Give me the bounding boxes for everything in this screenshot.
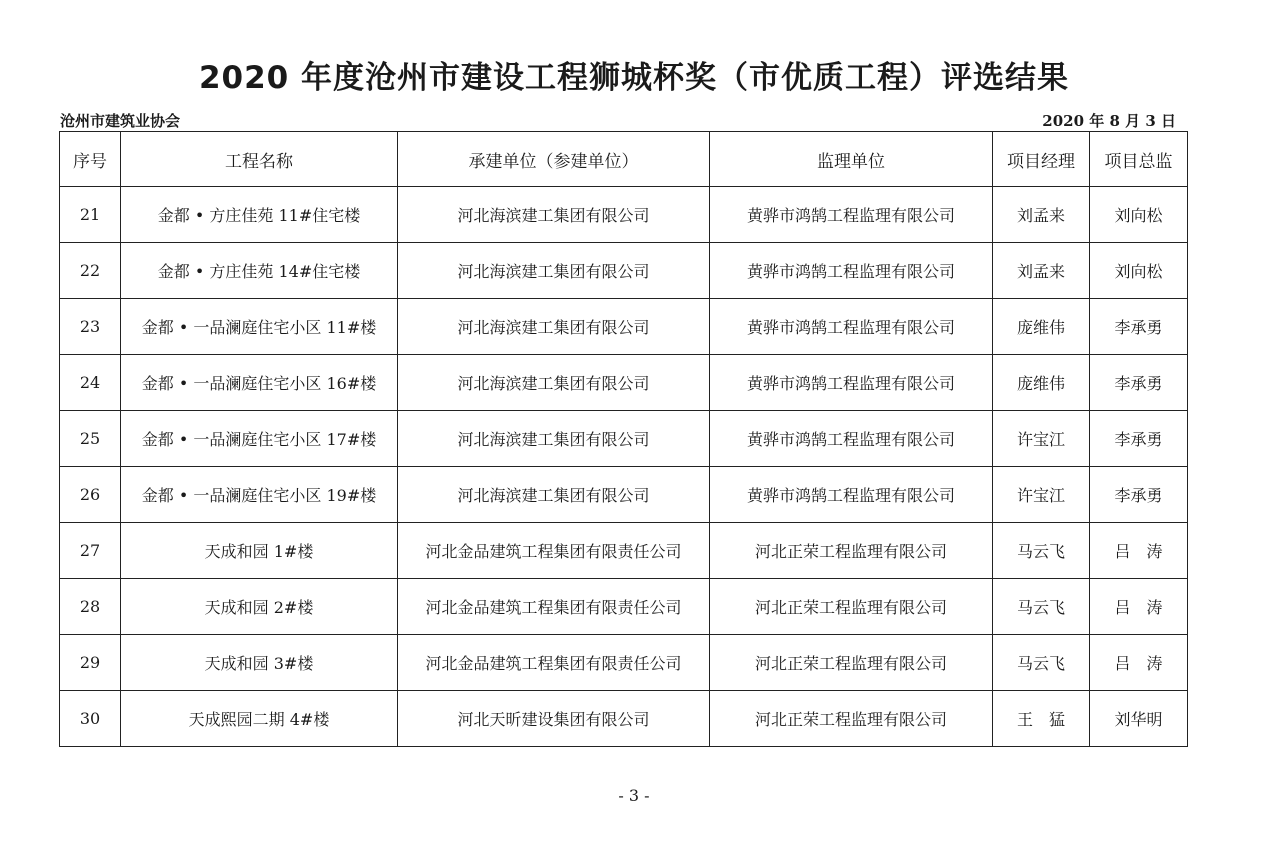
cell-index: 28 — [60, 579, 121, 635]
cell-project-manager: 许宝江 — [993, 467, 1090, 523]
table-row — [60, 579, 1188, 635]
cell-project-manager: 马云飞 — [993, 635, 1090, 691]
cell-project-manager: 庞维伟 — [993, 355, 1090, 411]
cell-supervisor-company: 河北正荣工程监理有限公司 — [710, 523, 993, 579]
cell-project-manager: 刘孟来 — [993, 187, 1090, 243]
cell-supervisor-company: 黄骅市鸿鹄工程监理有限公司 — [710, 467, 993, 523]
cell-supervisor-company: 黄骅市鸿鹄工程监理有限公司 — [710, 411, 993, 467]
cell-supervisor-company: 河北正荣工程监理有限公司 — [710, 691, 993, 747]
header-supervisor-company: 监理单位 — [710, 132, 993, 187]
cell-contractor: 河北海滨建工集团有限公司 — [398, 187, 710, 243]
cell-chief-supervisor: 吕 涛 — [1090, 635, 1188, 691]
cell-project-name: 金都 • 方庄佳苑 11#住宅楼 — [121, 187, 398, 243]
cell-project-manager: 刘孟来 — [993, 243, 1090, 299]
table-row — [60, 355, 1188, 411]
page-number: - 3 - — [618, 786, 650, 805]
cell-contractor: 河北金品建筑工程集团有限责任公司 — [398, 635, 710, 691]
cell-index: 27 — [60, 523, 121, 579]
header-index: 序号 — [60, 132, 121, 187]
cell-contractor: 河北金品建筑工程集团有限责任公司 — [398, 579, 710, 635]
cell-chief-supervisor: 李承勇 — [1090, 467, 1188, 523]
table-row — [60, 691, 1188, 747]
cell-project-name: 金都 • 方庄佳苑 14#住宅楼 — [121, 243, 398, 299]
table-header-row — [60, 132, 1188, 187]
header-contractor: 承建单位（参建单位） — [398, 132, 710, 187]
cell-chief-supervisor: 刘向松 — [1090, 243, 1188, 299]
table-row — [60, 467, 1188, 523]
cell-project-name: 金都 • 一品澜庭住宅小区 16#楼 — [121, 355, 398, 411]
cell-index: 22 — [60, 243, 121, 299]
cell-supervisor-company: 黄骅市鸿鹄工程监理有限公司 — [710, 243, 993, 299]
cell-chief-supervisor: 刘华明 — [1090, 691, 1188, 747]
cell-index: 29 — [60, 635, 121, 691]
cell-chief-supervisor: 刘向松 — [1090, 187, 1188, 243]
cell-chief-supervisor: 吕 涛 — [1090, 523, 1188, 579]
organization-name: 沧州市建筑业协会 — [60, 112, 181, 130]
cell-supervisor-company: 黄骅市鸿鹄工程监理有限公司 — [710, 299, 993, 355]
cell-supervisor-company: 河北正荣工程监理有限公司 — [710, 635, 993, 691]
cell-index: 24 — [60, 355, 121, 411]
cell-project-manager: 王 猛 — [993, 691, 1090, 747]
cell-index: 21 — [60, 187, 121, 243]
header-chief-supervisor: 项目总监 — [1090, 132, 1188, 187]
cell-contractor: 河北海滨建工集团有限公司 — [398, 299, 710, 355]
cell-supervisor-company: 黄骅市鸿鹄工程监理有限公司 — [710, 355, 993, 411]
cell-contractor: 河北海滨建工集团有限公司 — [398, 243, 710, 299]
cell-project-name: 天成和园 2#楼 — [121, 579, 398, 635]
cell-project-name: 金都 • 一品澜庭住宅小区 11#楼 — [121, 299, 398, 355]
table-row — [60, 243, 1188, 299]
cell-project-manager: 马云飞 — [993, 523, 1090, 579]
cell-index: 30 — [60, 691, 121, 747]
table-row — [60, 187, 1188, 243]
table-row — [60, 635, 1188, 691]
cell-project-name: 天成和园 3#楼 — [121, 635, 398, 691]
header-project-manager: 项目经理 — [993, 132, 1090, 187]
cell-chief-supervisor: 吕 涛 — [1090, 579, 1188, 635]
cell-project-name: 天成熙园二期 4#楼 — [121, 691, 398, 747]
results-table — [59, 131, 1188, 747]
cell-contractor: 河北海滨建工集团有限公司 — [398, 355, 710, 411]
table-row — [60, 411, 1188, 467]
cell-contractor: 河北金品建筑工程集团有限责任公司 — [398, 523, 710, 579]
cell-supervisor-company: 黄骅市鸿鹄工程监理有限公司 — [710, 187, 993, 243]
cell-index: 25 — [60, 411, 121, 467]
cell-chief-supervisor: 李承勇 — [1090, 299, 1188, 355]
cell-chief-supervisor: 李承勇 — [1090, 411, 1188, 467]
cell-contractor: 河北海滨建工集团有限公司 — [398, 411, 710, 467]
cell-index: 26 — [60, 467, 121, 523]
header-project-name: 工程名称 — [121, 132, 398, 187]
cell-project-name: 天成和园 1#楼 — [121, 523, 398, 579]
cell-project-name: 金都 • 一品澜庭住宅小区 17#楼 — [121, 411, 398, 467]
cell-project-manager: 许宝江 — [993, 411, 1090, 467]
cell-contractor: 河北海滨建工集团有限公司 — [398, 467, 710, 523]
cell-project-name: 金都 • 一品澜庭住宅小区 19#楼 — [121, 467, 398, 523]
cell-project-manager: 马云飞 — [993, 579, 1090, 635]
cell-index: 23 — [60, 299, 121, 355]
cell-supervisor-company: 河北正荣工程监理有限公司 — [710, 579, 993, 635]
document-date: 2020 年 8 月 3 日 — [1042, 112, 1176, 130]
cell-project-manager: 庞维伟 — [993, 299, 1090, 355]
document-title: 2020 年度沧州市建设工程狮城杯奖（市优质工程）评选结果 — [198, 60, 1070, 96]
cell-chief-supervisor: 李承勇 — [1090, 355, 1188, 411]
cell-contractor: 河北天昕建设集团有限公司 — [398, 691, 710, 747]
table-row — [60, 299, 1188, 355]
table-row — [60, 523, 1188, 579]
